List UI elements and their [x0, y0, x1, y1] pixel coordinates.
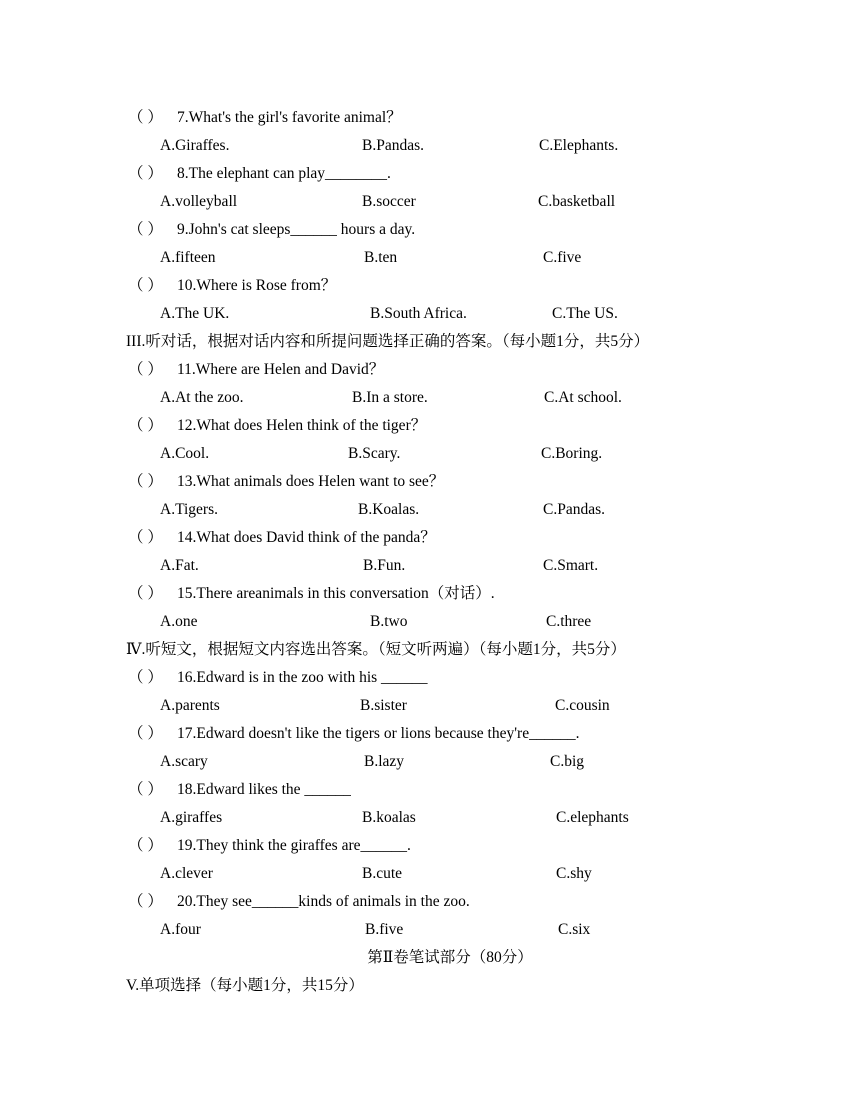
- option-c: C.shy: [556, 865, 592, 882]
- option-c: C.Smart.: [543, 557, 599, 574]
- question-text: 11.Where are Helen and David？: [177, 361, 385, 378]
- answer-paren: （ ）: [128, 277, 163, 294]
- option-c: C.Boring.: [541, 445, 603, 462]
- question-text: 20.They see______kinds of animals in the zoo.: [177, 893, 470, 910]
- answer-paren: （ ）: [128, 725, 163, 742]
- section-heading: [0, 328, 860, 356]
- options-line: [0, 188, 860, 216]
- option-b: B.Scary.: [348, 445, 401, 462]
- section-title: V.单项选择（每小题1分，共15分）: [126, 977, 364, 994]
- question-text: 18.Edward likes the ______: [177, 781, 351, 798]
- answer-paren: （ ）: [128, 221, 163, 238]
- options-line: [0, 384, 860, 412]
- question-text: 13.What animals does Helen want to see？: [177, 473, 445, 490]
- question-line: [0, 524, 860, 552]
- option-c: C.six: [558, 921, 591, 938]
- answer-paren: （ ）: [128, 781, 163, 798]
- option-a: A.At the zoo.: [160, 389, 244, 406]
- option-c: C.three: [546, 613, 592, 630]
- answer-paren: （ ）: [128, 585, 163, 602]
- question-text: 19.They think the giraffes are______.: [177, 837, 411, 854]
- options-line: [0, 860, 860, 888]
- option-b: B.soccer: [362, 193, 416, 210]
- question-text: 17.Edward doesn't like the tigers or lions because they're______.: [177, 725, 580, 742]
- option-a: A.clever: [160, 865, 213, 882]
- option-b: B.sister: [360, 697, 407, 714]
- answer-paren: （ ）: [128, 893, 163, 910]
- question-line: [0, 888, 860, 916]
- question-line: [0, 720, 860, 748]
- options-line: [0, 440, 860, 468]
- option-b: B.Koalas.: [358, 501, 420, 518]
- options-line: [0, 748, 860, 776]
- question-line: [0, 272, 860, 300]
- option-b: B.Pandas.: [362, 137, 424, 154]
- part-heading: [0, 944, 860, 972]
- option-a: A.Fat.: [160, 557, 199, 574]
- question-line: [0, 776, 860, 804]
- question-line: [0, 356, 860, 384]
- answer-paren: （ ）: [128, 837, 163, 854]
- question-text: 8.The elephant can play________.: [177, 165, 391, 182]
- question-text: 10.Where is Rose from？: [177, 277, 337, 294]
- question-text: 9.John's cat sleeps______ hours a day.: [177, 221, 416, 238]
- question-line: [0, 580, 860, 608]
- answer-paren: （ ）: [128, 529, 163, 546]
- section-title: III.听对话，根据对话内容和所提问题选择正确的答案。（每小题1分，共5分）: [126, 333, 650, 350]
- answer-paren: （ ）: [128, 417, 163, 434]
- option-c: C.big: [550, 753, 585, 770]
- answer-paren: （ ）: [128, 473, 163, 490]
- option-a: A.giraffes: [160, 809, 223, 826]
- option-a: A.Giraffes.: [160, 137, 230, 154]
- part-title: 第Ⅱ卷笔试部分（80分）: [367, 949, 533, 966]
- option-a: A.parents: [160, 697, 220, 714]
- option-c: C.cousin: [555, 697, 610, 714]
- option-c: C.five: [543, 249, 582, 266]
- options-line: [0, 496, 860, 524]
- question-text: 15.There areanimals in this conversation（对话）.: [177, 585, 495, 602]
- option-a: A.fifteen: [160, 249, 216, 266]
- option-a: A.The UK.: [160, 305, 230, 322]
- question-text: 16.Edward is in the zoo with his ______: [177, 669, 428, 686]
- options-line: [0, 300, 860, 328]
- options-line: [0, 132, 860, 160]
- section-title: Ⅳ.听短文，根据短文内容选出答案。（短文听两遍）（每小题1分，共5分）: [126, 641, 626, 658]
- option-b: B.In a store.: [352, 389, 428, 406]
- section-heading: [0, 972, 860, 1000]
- question-line: [0, 664, 860, 692]
- question-text: 12.What does Helen think of the tiger？: [177, 417, 427, 434]
- question-line: [0, 412, 860, 440]
- option-a: A.four: [160, 921, 201, 938]
- option-b: B.South Africa.: [370, 305, 467, 322]
- question-text: 14.What does David think of the panda？: [177, 529, 436, 546]
- option-b: B.lazy: [364, 753, 405, 770]
- question-text: 7.What's the girl's favorite animal？: [177, 109, 402, 126]
- option-b: B.Fun.: [363, 557, 406, 574]
- option-b: B.ten: [364, 249, 398, 266]
- option-b: B.cute: [362, 865, 403, 882]
- options-line: [0, 552, 860, 580]
- question-line: [0, 216, 860, 244]
- question-line: [0, 104, 860, 132]
- option-c: C.At school.: [544, 389, 622, 406]
- option-a: A.volleyball: [160, 193, 238, 210]
- option-a: A.scary: [160, 753, 208, 770]
- options-line: [0, 244, 860, 272]
- option-c: C.Pandas.: [543, 501, 605, 518]
- option-b: B.two: [370, 613, 408, 630]
- option-c: C.The US.: [552, 305, 618, 322]
- options-line: [0, 916, 860, 944]
- option-b: B.five: [365, 921, 404, 938]
- option-b: B.koalas: [362, 809, 416, 826]
- answer-paren: （ ）: [128, 109, 163, 126]
- options-line: [0, 608, 860, 636]
- options-line: [0, 804, 860, 832]
- question-line: [0, 832, 860, 860]
- answer-paren: （ ）: [128, 669, 163, 686]
- option-c: C.Elephants.: [539, 137, 619, 154]
- option-a: A.Cool.: [160, 445, 210, 462]
- question-line: [0, 160, 860, 188]
- section-heading: [0, 636, 860, 664]
- answer-paren: （ ）: [128, 165, 163, 182]
- option-c: C.elephants: [556, 809, 629, 826]
- question-line: [0, 468, 860, 496]
- answer-paren: （ ）: [128, 361, 163, 378]
- option-a: A.Tigers.: [160, 501, 218, 518]
- option-c: C.basketball: [538, 193, 616, 210]
- option-a: A.one: [160, 613, 198, 630]
- options-line: [0, 692, 860, 720]
